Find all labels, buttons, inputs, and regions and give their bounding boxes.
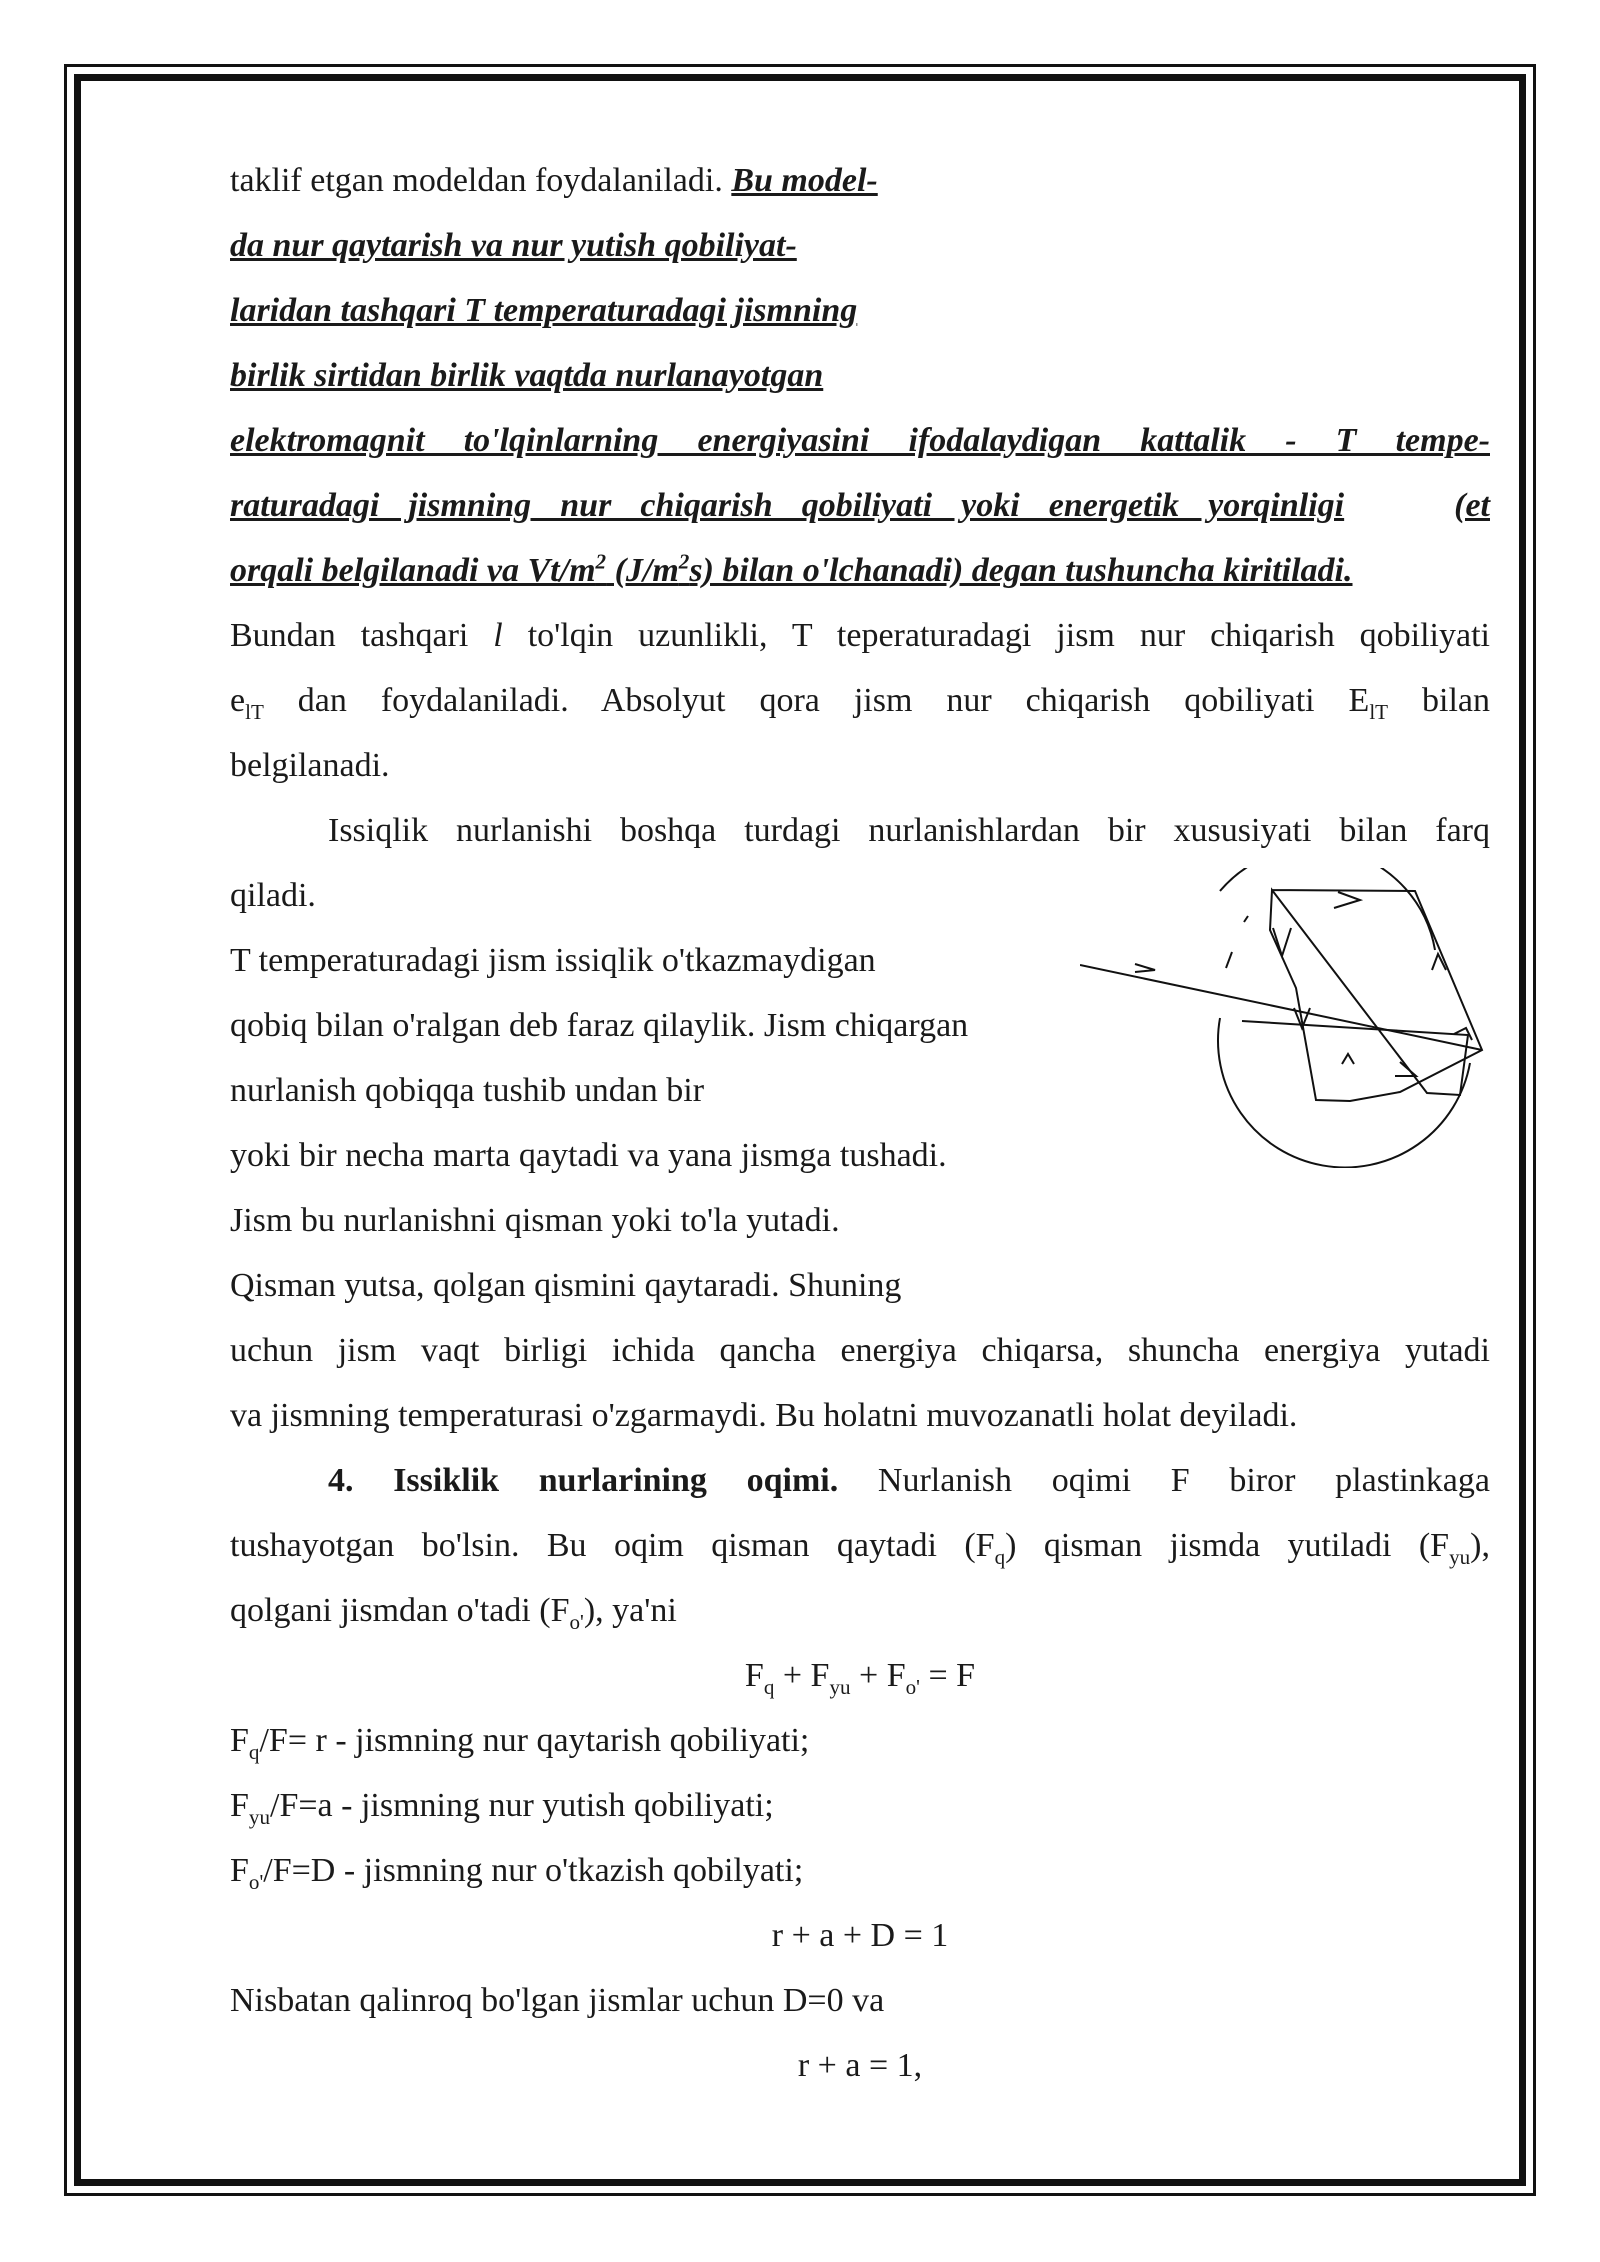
line-17 <box>230 1188 1490 1253</box>
text: + F <box>774 1657 830 1694</box>
text: /F= r - jismning nur qaytarish qobiliyati; <box>259 1722 810 1759</box>
text: ) qisman jismda yutiladi (F <box>1005 1527 1450 1564</box>
line-20 <box>230 1383 1490 1448</box>
text: taklif etgan modeldan foydalaniladi. <box>230 162 732 199</box>
subscript: q <box>763 1674 775 1699</box>
text: r + a = 1, <box>797 2047 923 2084</box>
emphasis-text: (et <box>1454 487 1490 524</box>
text: /F=D - jismning nur o'tkazish qobilyati; <box>263 1852 804 1889</box>
text: Jism bu nurlanishni qisman yoki to'la yutadi. <box>230 1202 840 1239</box>
incident-ray <box>1080 965 1482 1050</box>
text: va jismning temperaturasi o'zgarmaydi. Bu holatni muvozanatli holat deyiladi. <box>230 1397 1298 1434</box>
emphasis-text: s) bilan o'lchanadi) degan tushuncha kiritiladi. <box>689 552 1353 589</box>
subscript: yu <box>1449 1544 1471 1569</box>
text: Issiqlik nurlanishi boshqa turdagi nurlanishlardan bir xususiyati bilan farq <box>328 812 1490 849</box>
lambda-symbol: l <box>493 617 503 654</box>
formula-opaque <box>230 2033 1490 2098</box>
subscript: o' <box>248 1869 264 1894</box>
radiation-reflection-diagram <box>1080 868 1490 1168</box>
reflected-ray-path <box>1242 890 1482 1101</box>
text: qobiq bilan o'ralgan deb faraz qilaylik. Jism chiqargan <box>230 1007 969 1044</box>
formula-transmittance <box>230 1838 1490 1903</box>
line-3 <box>230 278 1490 343</box>
emphasis-text: Bu model- <box>731 162 878 199</box>
text: qolgani jismdan o'tadi (F <box>230 1592 570 1629</box>
text: /F=a - jismning nur yutish qobiliyati; <box>270 1787 774 1824</box>
line-18 <box>230 1253 1490 1318</box>
text: ), ya'ni <box>583 1592 677 1629</box>
ray-arrows <box>1135 892 1472 1076</box>
text: F <box>744 1657 764 1694</box>
text: uchun jism vaqt birligi ichida qancha energiya chiqarsa, shuncha energiya yutadi <box>230 1332 1490 1369</box>
line-22 <box>230 1513 1490 1578</box>
text: tushayotgan bo'lsin. Bu oqim qisman qaytadi (F <box>230 1527 995 1564</box>
line-21 <box>230 1448 1490 1513</box>
subscript: o' <box>569 1609 584 1634</box>
text: T temperaturadagi jism issiqlik o'tkazmaydigan <box>230 942 876 979</box>
text: F <box>230 1787 249 1824</box>
subscript: lT <box>245 699 264 724</box>
text: F <box>230 1722 249 1759</box>
subscript: q <box>248 1739 260 1764</box>
enclosure-shell <box>1218 868 1470 1167</box>
line-9 <box>230 668 1490 733</box>
formula-rad-sum <box>230 1903 1490 1968</box>
text: Nurlanish oqimi F biror plastinkaga <box>838 1462 1490 1499</box>
text: belgilanadi. <box>230 747 390 784</box>
emphasis-text: birlik sirtidan birlik vaqtda nurlanayotgan <box>230 357 824 394</box>
text: r + a + D = 1 <box>771 1917 949 1954</box>
line-1 <box>230 148 1490 213</box>
text: = F <box>919 1657 976 1694</box>
line-8 <box>230 603 1490 668</box>
line-24 <box>230 1968 1490 2033</box>
emphasis-text: raturadagi jismning nur chiqarish qobiliyati yoki energetik yorqinligi <box>230 487 1345 524</box>
line-7 <box>230 538 1490 603</box>
subscript: yu <box>248 1804 270 1829</box>
superscript: 2 <box>678 549 690 574</box>
formula-flux-sum <box>230 1643 1490 1708</box>
text: nurlanish qobiqqa tushib undan bir <box>230 1072 705 1109</box>
formula-absorptance <box>230 1773 1490 1838</box>
emphasis-text: laridan tashqari T temperaturadagi jismning <box>230 292 858 329</box>
text: e <box>230 682 246 719</box>
text: yoki bir necha marta qaytadi va yana jismga tushadi. <box>230 1137 947 1174</box>
text: dan foydalaniladi. Absolyut qora jism nur chiqarish qobiliyati E <box>263 682 1370 719</box>
emphasis-text: elektromagnit to'lqinlarning energiyasini ifodalaydigan kattalik - T tempe- <box>230 422 1490 459</box>
text: qiladi. <box>230 877 316 914</box>
emphasis-text: orqali belgilanadi va Vt/m <box>230 552 596 589</box>
text: ), <box>1470 1527 1490 1564</box>
text: bilan <box>1388 682 1491 719</box>
subscript: o' <box>905 1674 920 1699</box>
text: Bundan tashqari <box>230 617 494 654</box>
section-heading: 4. Issiklik nurlarining oqimi. <box>328 1462 839 1499</box>
line-2 <box>230 213 1490 278</box>
line-10 <box>230 733 1490 798</box>
line-6 <box>230 473 1490 538</box>
subscript: lT <box>1369 699 1389 724</box>
line-11 <box>230 798 1490 863</box>
text: + F <box>850 1657 906 1694</box>
emphasis-text: (J/m <box>606 552 679 589</box>
subscript: q <box>994 1544 1006 1569</box>
formula-reflectance <box>230 1708 1490 1773</box>
text: to'lqin uzunlikli, T teperaturadagi jism nur chiqarish qobiliyati <box>502 617 1490 654</box>
line-19 <box>230 1318 1490 1383</box>
line-23 <box>230 1578 1490 1643</box>
superscript: 2 <box>595 549 607 574</box>
emphasis-text: da nur qaytarish va nur yutish qobiliyat- <box>230 227 797 264</box>
radiation-rays <box>1080 890 1482 1101</box>
subscript: yu <box>829 1674 851 1699</box>
text: F <box>230 1852 249 1889</box>
text: Qisman yutsa, qolgan qismini qaytaradi. Shuning <box>230 1267 902 1304</box>
text: Nisbatan qalinroq bo'lgan jismlar uchun D=0 va <box>230 1982 885 2019</box>
line-4 <box>230 343 1490 408</box>
line-5 <box>230 408 1490 473</box>
